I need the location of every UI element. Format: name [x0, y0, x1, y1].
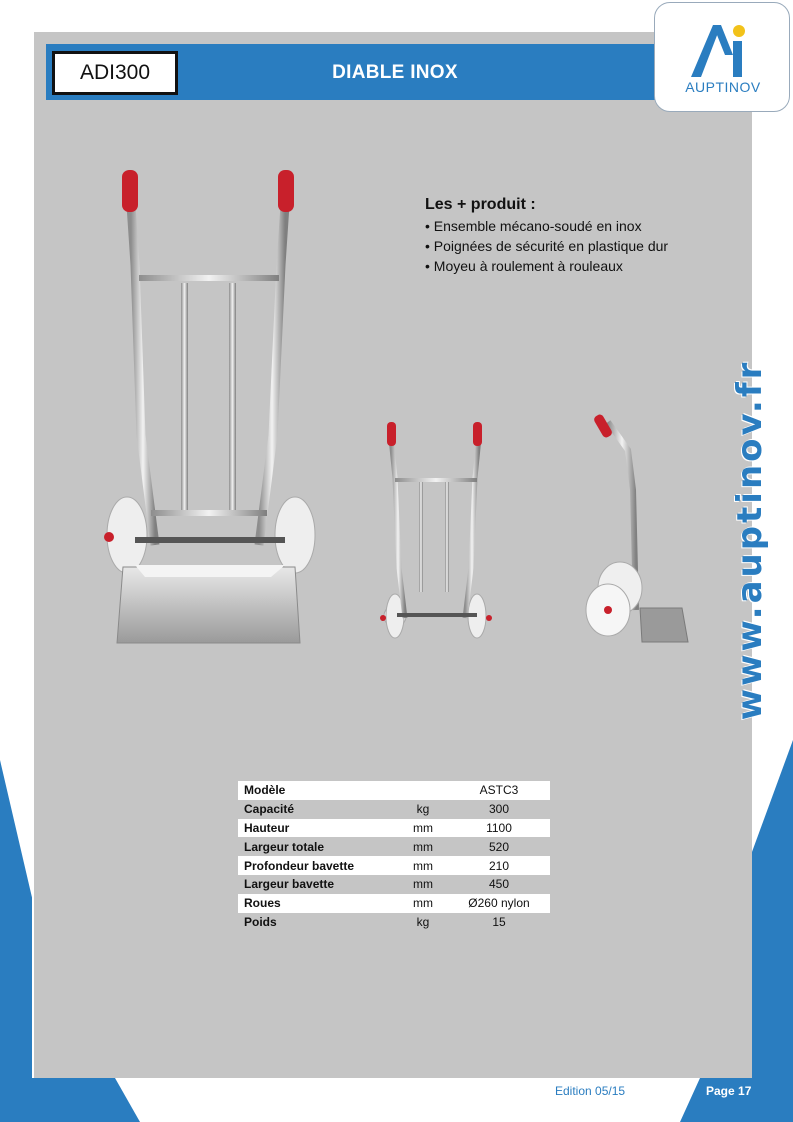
- bottom-left-blue-decoration: [0, 1078, 140, 1122]
- spec-unit: [398, 781, 448, 800]
- spec-label: Hauteur: [238, 819, 398, 838]
- spec-value: 300: [488, 802, 510, 817]
- spec-unit: mm: [398, 894, 448, 913]
- table-row: [238, 856, 550, 875]
- specifications-table: [238, 781, 550, 931]
- spec-label: Capacité: [244, 802, 295, 817]
- feature-item: • Poignées de sécurité en plastique dur: [425, 238, 669, 254]
- spec-value: 1100: [448, 819, 550, 838]
- spec-label: Poids: [244, 914, 277, 929]
- spec-value: Ø260 nylon: [448, 894, 550, 913]
- spec-value: 210: [448, 856, 550, 875]
- spec-value: ASTC3: [448, 781, 550, 800]
- table-row: [238, 837, 550, 856]
- spec-label: Profondeur bavette: [238, 856, 398, 875]
- right-blue-decoration: [751, 740, 793, 1122]
- brand-logo: [654, 2, 790, 112]
- spec-unit: mm: [398, 819, 448, 838]
- features-heading: Les + produit :: [425, 196, 536, 213]
- website-text: www.auptinov.fr: [730, 359, 770, 721]
- spec-unit: mm: [413, 839, 433, 854]
- feature-item: • Moyeu à roulement à rouleaux: [425, 258, 623, 274]
- spec-unit: kg: [416, 914, 430, 929]
- spec-label: Largeur bavette: [244, 877, 335, 892]
- page-title: DIABLE INOX: [332, 62, 458, 83]
- spec-value: 520: [488, 839, 510, 854]
- table-row: [238, 819, 550, 838]
- spec-label: Roues: [238, 894, 398, 913]
- features-list: [425, 216, 725, 276]
- product-code: ADI300: [52, 51, 178, 95]
- table-row: [238, 913, 550, 932]
- edition-label: Edition 05/15: [555, 1084, 626, 1098]
- hand-truck-front-image: [375, 418, 500, 648]
- table-row: [238, 800, 550, 819]
- left-blue-decoration: [0, 760, 32, 1122]
- spec-value: 15: [492, 914, 506, 929]
- spec-unit: mm: [413, 877, 433, 892]
- spec-unit: kg: [416, 802, 430, 817]
- spec-label: Largeur totale: [244, 839, 325, 854]
- hand-truck-main-image: [95, 165, 335, 655]
- table-row: [238, 781, 550, 800]
- spec-label: Modèle: [238, 781, 398, 800]
- feature-item: • Ensemble mécano-soudé en inox: [425, 218, 642, 234]
- auptinov-logo-icon: [687, 19, 759, 81]
- logo-text: AUPTINOV: [685, 79, 761, 95]
- spec-value: 450: [488, 877, 510, 892]
- page-number: Page 17: [706, 1084, 752, 1098]
- table-row: [238, 894, 550, 913]
- table-row: [238, 875, 550, 894]
- product-features: [425, 196, 725, 276]
- hand-truck-side-image: [578, 410, 698, 645]
- spec-unit: mm: [398, 856, 448, 875]
- website-link[interactable]: [728, 340, 772, 740]
